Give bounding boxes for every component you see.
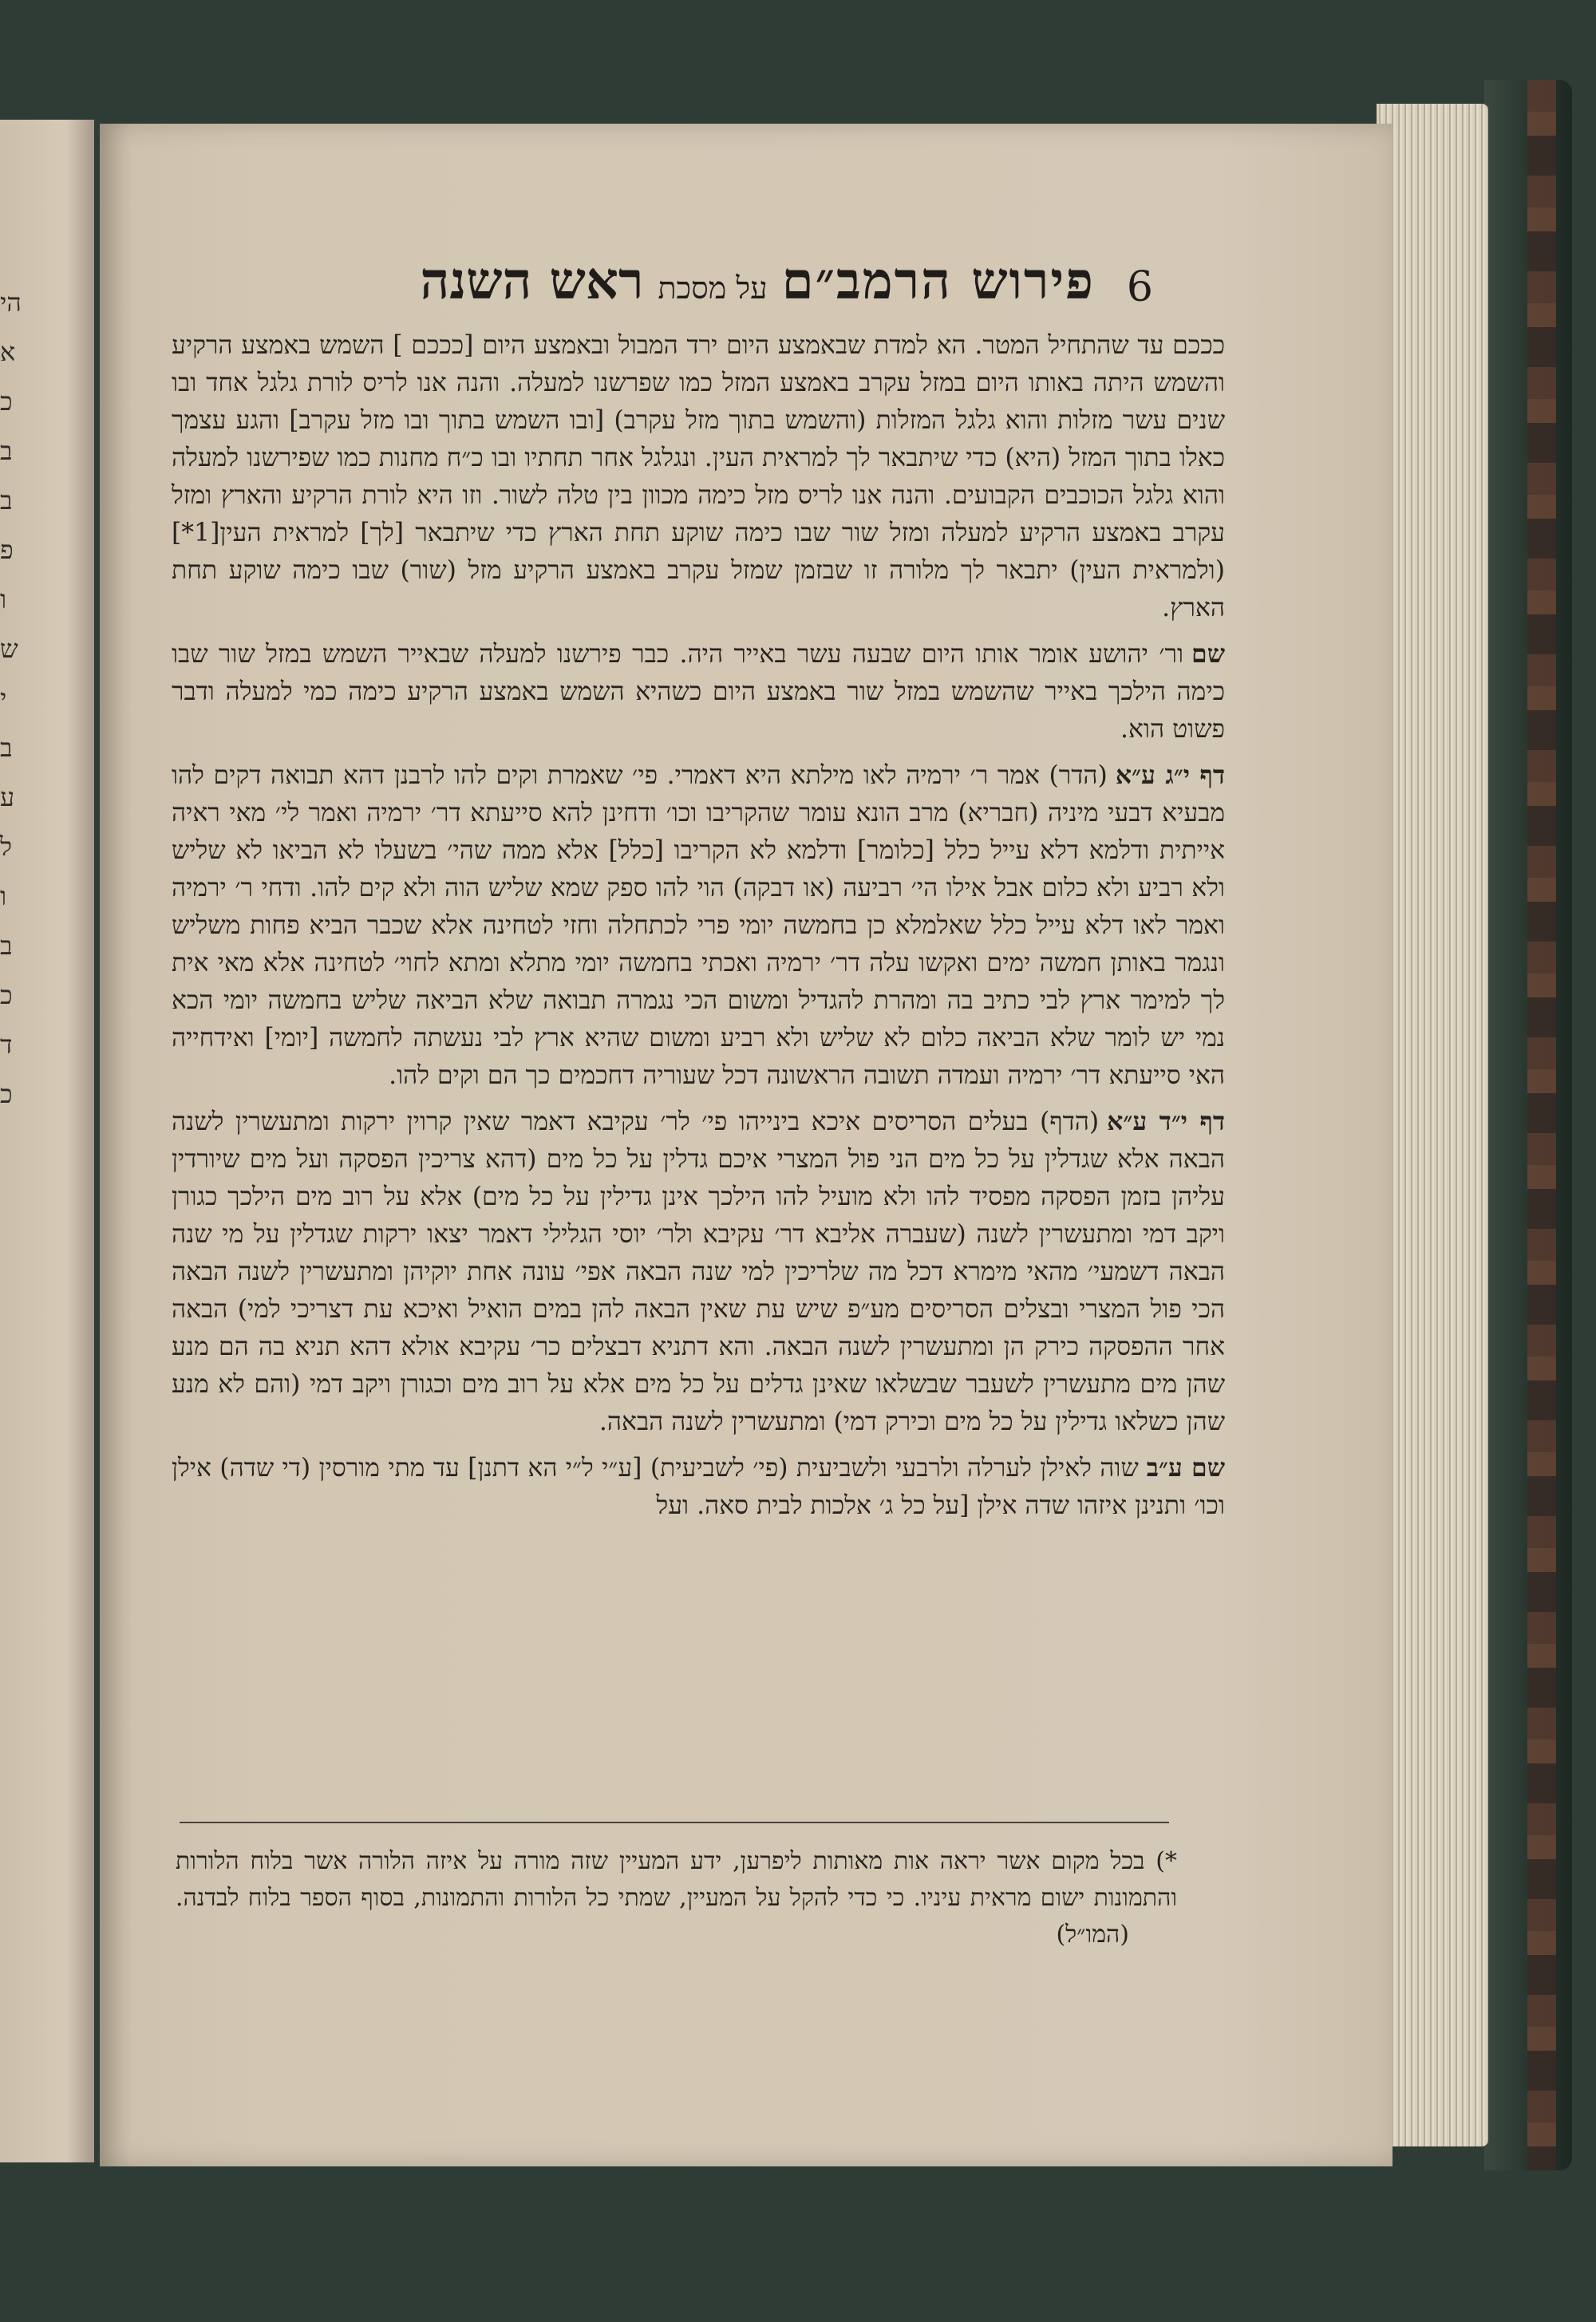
paragraph-text: ור׳ יהושע אומר אותו היום שבעה עשר באייר היה. כבר פירשנו למעלה שבאייר השמש במזל שור שבו כימה הילכך באייר שהשמש במזל שור באמצע היום כשהיא השמש באמצע הרקיע כימה כמי למעלה ודבר פשוט הוא. [172,640,1225,744]
cover-spine-wear [1527,80,1556,2170]
left-page-text-fragment: פ [0,535,14,565]
paragraph [172,1449,1225,1525]
left-page-text-fragment: ל [0,831,12,862]
footnote-divider [180,1822,1169,1823]
paragraph-text: (הדף) בעלים הסריסים איכא בינייהו פי׳ לר׳ עקיבא דאמר שאין קרוין ירקות ומתעשרין לשנה הבאה אלא שגדלין על כל מים הני פול המצרי איכם גדלין על כל מים (דהא צריכין הפסקה ועל מים שיורדין עליהן בזמן הפסקה מפסיד להו ולא מועיל להו הילכך אינן גדילין על כל מים) אלא על רוב מים הילכך כגורן ויקב דמי ומתעשרין לשנה (שעברה אליבא דר׳ עקיבא ולר׳ יוסי הגלילי דאמר יצאו ירקות שגדלין על מי שנה הבאה דשמעי׳ מהאי מימרא דכל מה שלריכין למי שנה הבאה אפי׳ עונה אחת יוקיהן ומתעשרין לשנה הבאה הכי פול המצרי ובצלים הסריסים מע״פ שיש עת שאין הבאה להן במים הואיל ואיכא עת דצריכי למי) הבאה אחר ההפסקה כירק הן ומתעשרין לשנה הבאה. והא דתניא דבצלים כר׳ עקיבא אולא דהא תניא בה הם מנע שהן מים מתעשרין לשעבר שבשלאו שאינן גדלים על כל מים אלא על רוב מים וכגורן ויקב דמי (והם לא מנע שהן כשלאו גדילין על כל מים וכירק דמי) ומתעשרין לשנה הבאה. [172,1108,1225,1436]
header-title-tractate: ראש השנה [420,251,644,311]
left-page-text-fragment: א [0,337,16,367]
paragraph-label: שם [1191,639,1225,669]
paragraph [172,635,1225,748]
footnote [176,1843,1177,1953]
left-page-text-fragment: ו [0,881,7,911]
header-title-connector: על מסכת [658,271,768,306]
left-page-text-fragment: כ [0,1079,13,1109]
paragraph [172,327,1225,627]
commentary-body [172,327,1225,1533]
left-page-text-fragment: כ [0,386,13,417]
paragraph-text: שוה לאילן לערלה ולרבעי ולשביעית (פי׳ לשביעית) [ע״י ל״י הא דתנן] עד מתי מורסין (די שדה) אילן וכו׳ ותנינן איזהו שדה אילן [על כל ג׳ אלכות לבית סאה. ועל [172,1454,1225,1520]
page-number: 6 [1126,263,1153,311]
left-page-text-fragment: ב [0,436,13,466]
paragraph-label: דף י״ג ע״א [1115,760,1225,790]
left-page-text-fragment: ו [0,584,7,614]
paragraph-text: כככם עד שהתחיל המטר. הא למדת שבאמצע היום ירד המבול ובאמצע היום [כככם ] השמש באמצע הרקיע והשמש היתה באותו היום במזל עקרב באמצע המזל כמו שפרשנו למעלה. והנה אנו לריס לורת גלגל אחד ובו שנים עשר מזלות והוא גלגל המזלות (והשמש בתוך מזל עקרב) [ובו השמש בתוך ובו מזל עקרב] והגע עצמך כאלו בתוך המזל (היא) כדי שיתבאר לך למראית העין. ונגלגל אחר תחתיו ובו כ״ח מחנות כמו שפירשנו למעלה והוא גלגל הכוכבים הקבועים. והנה אנו לריס מזל כימה מכוון בין טלה לשור. וזו היא לורת הרקיע והארץ ומזל עקרב באמצע הרקיע למעלה ומזל שור שבו כימה שוקע תחת הארץ כדי שיתבאר [לך] למראית העין[1*] (ולמראית העין) יתבאר לך מלורה זו שבזמן שמזל עקרב באמצע הרקיע מזל (שור) שבו כימה שוקע תחת הארץ. [172,331,1225,622]
left-page-text-fragment: ע [0,782,15,812]
left-page-text-fragment: ב [0,930,13,961]
paragraph [172,756,1225,1095]
footnote-signature: (המו״ל) [1056,1921,1129,1949]
left-page-text-fragment: כ [0,980,13,1010]
paragraph [172,1103,1225,1441]
left-page-text-fragment: ב [0,733,13,763]
left-page-text-fragment: הי [0,287,22,318]
left-facing-page [0,120,94,2162]
left-page-text-fragment: י [0,683,7,713]
footnote-text: *) בכל מקום אשר יראה אות מאותות ליפרען, ידע המעיין שזה מורה על איזה הלורה אשר בלוח הלורות והתמונות ישום מראית עיניו. כי כדי להקל על המעיין, שמתי כל הלורות והתמונות, בסוף הספר בלוח לבדנה. [176,1847,1177,1912]
left-page-text-fragment: ב [0,485,13,515]
left-page-text-fragment: ש [0,634,18,664]
paragraph-label: דף י״ד ע״א [1107,1107,1225,1136]
page-header [323,231,1153,311]
book-page [100,124,1393,2166]
header-title-main: פירוש הרמב״ם [781,251,1095,311]
paragraph-label: שם ע״ב [1146,1453,1225,1483]
book-cover-board [1484,80,1572,2170]
page-edges [1377,104,1488,2146]
left-page-text-fragment: ד [0,1029,13,1060]
paragraph-text: (הדר) אמר ר׳ ירמיה לאו מילתא היא דאמרי. פי׳ שאמרת וקים להו לרבנן דהא תבואה דקים להו מבעיא דבעי מיניה (חבריא) מרב הונא עומר שהקריבו וכו׳ ודחינן להא סייעתא דר׳ ירמיה ואמר לי׳ מאי ראיה אייתית ודלמא דלא עייל כלל [כלומר] ודלמא לא הקריבו [כלל] אלא ממה שהי׳ בשעלו לא הביאו לא שליש ולא רביע ולא כלום אבל אילו הי׳ רביעה (או דבקה) הוי להו ספק שמא שליש הוה ולא קים להו. ודחי ר׳ ירמיה ואמר לאו דלא עייל כלל שאלמלא כן בחמשה יומי פרי לכתחלה וחזי לטחינה אלא שכבר הביא פחות משליש ונגמר באותן חמשה ימים ואקשו עלה דר׳ ירמיה ואכתי בחמשה יומי מתלא ומתא לחוי׳ לטחינה אלא מאי אית לך למימר ארץ לבי כתיב בה ומהרת להגדיל ומשום הכי נגמרה תבואה שלא הביאה שליש בחמשה יומי הכא נמי יש לומר שלא הביאה כלום לא שליש ולא רביע ומשום שהיא ארץ לבי נעשתה לחמשה [יומי] ואידחייה האי סייעתא דר׳ ירמיה ועמדה תשובה הראשונה דכל שעוריה דחכמים כך הם וקים להו. [172,761,1225,1090]
